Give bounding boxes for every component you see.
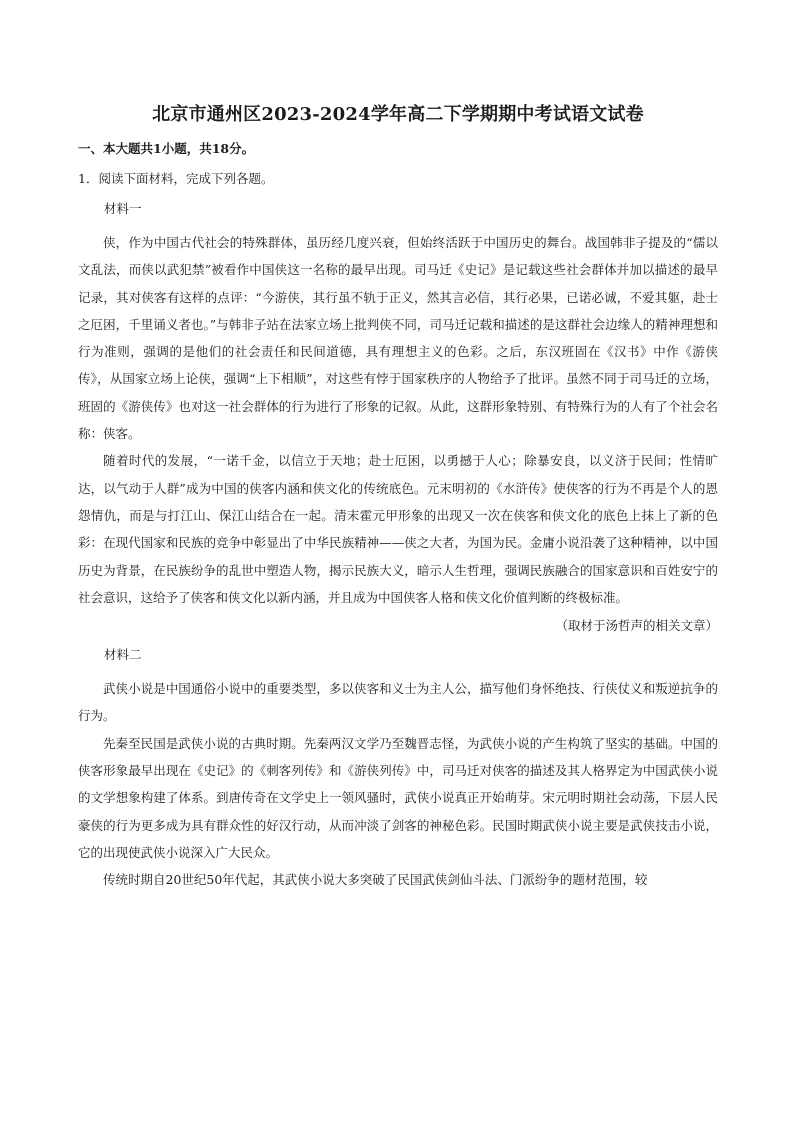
material-1-paragraph: 随着时代的发展，“一诺千金，以信立于天地；赴士厄困，以勇撼于人心；除暴安良，以义济于民间；性情旷达，以气动于人群”成为中国的侠客内涵和侠文化的传统底色。元末明初的《水浒传》使侠客的行为不再是个人的恩怨情仇，而是与打江山、保江山结合在一起。清末霍元甲形象的出现又一次在侠客和侠文化的底色上抹上了新的色彩：在现代国家和民族的竞争中彰显出了中华民族精神——侠之大者，为国为民。金庸小说沿袭了这种精神，以中国历史为背景，在民族纷争的乱世中塑造人物，揭示民族大义，暗示人生哲理，强调民族融合的国家意识和百姓安宁的社会意识，这给予了侠客和侠文化以新内涵，并且成为中国侠客人格和侠文化价值判断的终极标准。 [78, 453, 718, 605]
material-1-paragraph: 侠，作为中国古代社会的特殊群体，虽历经几度兴衰，但始终活跃于中国历史的舞台。战国韩非子提及的“儒以文乱法，而侠以武犯禁”被看作中国侠这一名称的最早出现。司马迁《史记》是记载这些社会群体并加以描述的最早记录，其对侠客有这样的点评：“今游侠，其行虽不轨于正义，然其言必信，其行必果，已诺必诚，不爱其躯，赴士之厄困，千里诵义者也。”与韩非子站在法家立场上批判侠不同，司马迁记载和描述的是这群社会边缘人的精神理想和行为准则，强调的是他们的社会责任和民间道德，具有理想主义的色彩。之后，东汉班固在《汉书》中作《游侠传》，从国家立场上论侠，强调“上下相顺”，对这些有悖于国家秩序的人物给予了批评。虽然不同于司马迁的立场，班固的《游侠传》也对这一社会群体的行为进行了形象的记叙。从此，这群形象特别、有特殊行为的人有了个社会名称：侠客。 [78, 235, 718, 442]
material-2-paragraph: 传统时期自20世纪50年代起，其武侠小说大多突破了民国武侠剑仙斗法、门派纷争的题材范围，较 [103, 872, 648, 888]
material-1-label: 材料一 [104, 201, 142, 216]
material-1-source: （取材于汤哲声的相关文章） [555, 618, 718, 634]
section-heading: 一、本大题共1小题，共18分。 [78, 141, 255, 156]
exam-title: 北京市通州区2023-2024学年高二下学期期中考试语文试卷 [152, 104, 644, 125]
material-2-label: 材料二 [104, 647, 142, 663]
material-2-paragraph: 武侠小说是中国通俗小说中的重要类型，多以侠客和义士为主人公，描写他们身怀绝技、行侠仗义和叛逆抗争的行为。 [78, 681, 718, 724]
exam-page [78, 100, 718, 894]
material-2-paragraph: 先秦至民国是武侠小说的古典时期。先秦两汉文学乃至魏晋志怪，为武侠小说的产生构筑了坚实的基础。中国的侠客形象最早出现在《史记》的《刺客列传》和《游侠列传》中，司马迁对侠客的描述及其人格界定为中国武侠小说的文学想象构建了体系。到唐传奇在文学史上一领风骚时，武侠小说真正开始萌芽。宋元明时期社会动荡，下层人民豪侠的行为更多成为具有群众性的好汉行动，从而冲淡了剑客的神秘色彩。民国时期武侠小说主要是武侠技击小说，它的出现使武侠小说深入广大民众。 [78, 735, 718, 860]
question-instruction: 1．阅读下面材料，完成下列各题。 [78, 171, 274, 186]
